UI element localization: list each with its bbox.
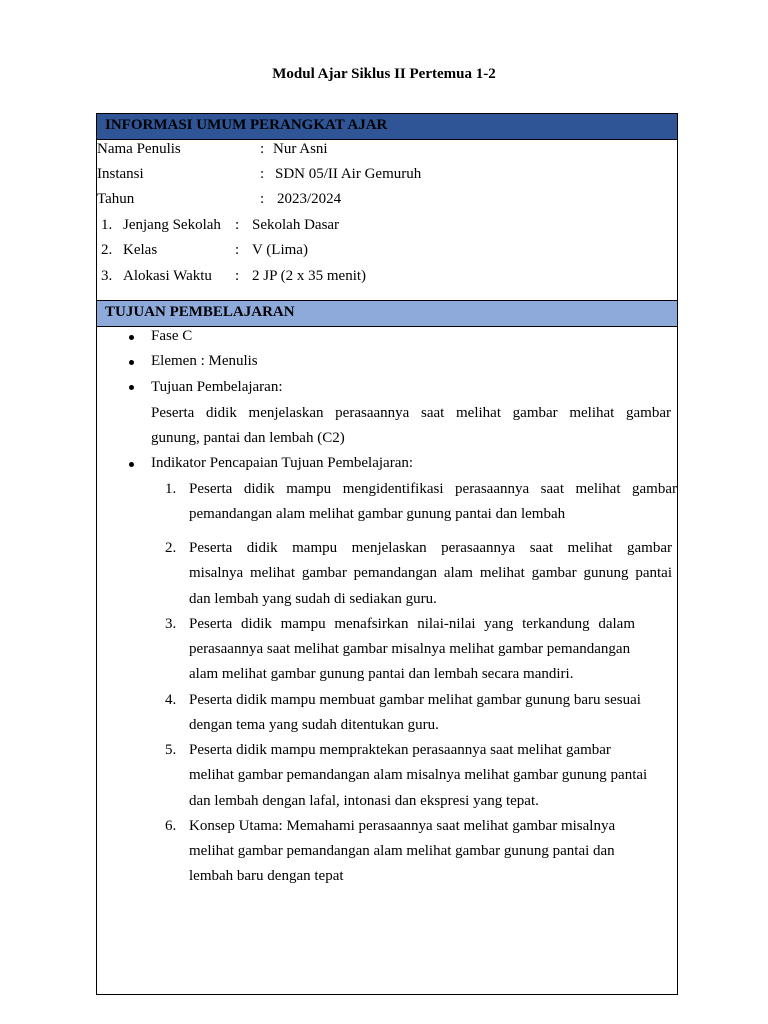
bullet-icon [129, 360, 134, 365]
indikator-line: Peserta didik mampu mengidentifikasi perasaannya saat melihat gambar [189, 481, 677, 497]
tujuan-text-line: Peserta didik menjelaskan perasaannya saat melihat gambar melihat gambar [151, 405, 671, 421]
indikator-number: 1. [165, 481, 177, 497]
bullet-icon [129, 385, 134, 390]
indikator-line: perasaannya saat melihat gambar misalnya melihat gambar pemandangan [189, 641, 631, 657]
tujuan-text-line: gunung, pantai dan lembah (C2) [151, 430, 345, 446]
info-label: Nama Penulis [97, 141, 181, 157]
info-label: Jenjang Sekolah [123, 217, 221, 233]
info-separator: : [260, 141, 265, 157]
info-separator: : [235, 242, 240, 258]
info-number: 1. [101, 217, 113, 233]
indikator-number: 2. [165, 540, 177, 556]
bullet-fase: Fase C [151, 328, 193, 344]
info-value: 2023/2024 [277, 191, 342, 207]
bullet-elemen: Elemen : Menulis [151, 353, 258, 369]
indikator-line: Peserta didik mampu membuat gambar melihat gambar gunung baru sesuai [189, 692, 641, 708]
indikator-line: pemandangan alam melihat gambar gunung pantai dan lembah [189, 506, 566, 522]
info-number: 2. [101, 242, 113, 258]
indikator-line: Konsep Utama: Memahami perasaannya saat melihat gambar misalnya [189, 818, 616, 834]
bullet-icon [129, 462, 134, 467]
indikator-number: 6. [165, 818, 177, 834]
indikator-line: dan lembah yang sudah di sediakan guru. [189, 591, 437, 607]
bullet-indikator: Indikator Pencapaian Tujuan Pembelajaran: [151, 455, 414, 471]
indikator-line: misalnya melihat gambar pemandangan alam melihat gambar gunung pantai [189, 565, 672, 581]
bullet-tujuan: Tujuan Pembelajaran: [151, 379, 283, 395]
info-separator: : [260, 166, 265, 182]
indikator-number: 5. [165, 742, 177, 758]
info-label: Kelas [123, 242, 158, 258]
info-label: Tahun [97, 191, 135, 207]
bullet-icon [129, 335, 134, 340]
info-label: Instansi [97, 166, 144, 182]
info-value: Nur Asni [273, 141, 328, 157]
module-table [96, 113, 678, 995]
info-number: 3. [101, 268, 113, 284]
info-separator: : [235, 268, 240, 284]
indikator-line: melihat gambar pemandangan alam misalnya melihat gambar gunung pantai [189, 767, 648, 783]
indikator-number: 4. [165, 692, 177, 708]
info-separator: : [235, 217, 240, 233]
info-label: Alokasi Waktu [123, 268, 212, 284]
indikator-line: Peserta didik mampu mempraktekan perasaannya saat melihat gambar [189, 742, 611, 758]
info-value: Sekolah Dasar [252, 217, 340, 233]
indikator-line: dan lembah dengan lafal, intonasi dan ekspresi yang tepat. [189, 793, 539, 809]
info-value: 2 JP (2 x 35 menit) [252, 268, 367, 284]
section-header-tujuan-pembelajaran: TUJUAN PEMBELAJARAN [97, 300, 677, 327]
indikator-number: 3. [165, 616, 177, 632]
info-value: V (Lima) [252, 242, 308, 258]
indikator-line: dengan tema yang sudah ditentukan guru. [189, 717, 439, 733]
indikator-line: melihat gambar pemandangan alam melihat gambar gunung pantai dan [189, 843, 615, 859]
indikator-line: Peserta didik mampu menafsirkan nilai-nilai yang terkandung dalam [189, 616, 635, 632]
info-value: SDN 05/II Air Gemuruh [275, 166, 422, 182]
section-header-informasi-umum: INFORMASI UMUM PERANGKAT AJAR [97, 114, 677, 140]
indikator-line: alam melihat gambar gunung pantai dan lembah secara mandiri. [189, 666, 574, 682]
info-separator: : [260, 191, 265, 207]
indikator-line: lembah baru dengan tepat [189, 868, 344, 884]
indikator-line: Peserta didik mampu menjelaskan perasaannya saat melihat gambar [189, 540, 672, 556]
document-title: Modul Ajar Siklus II Pertemua 1-2 [272, 66, 496, 82]
